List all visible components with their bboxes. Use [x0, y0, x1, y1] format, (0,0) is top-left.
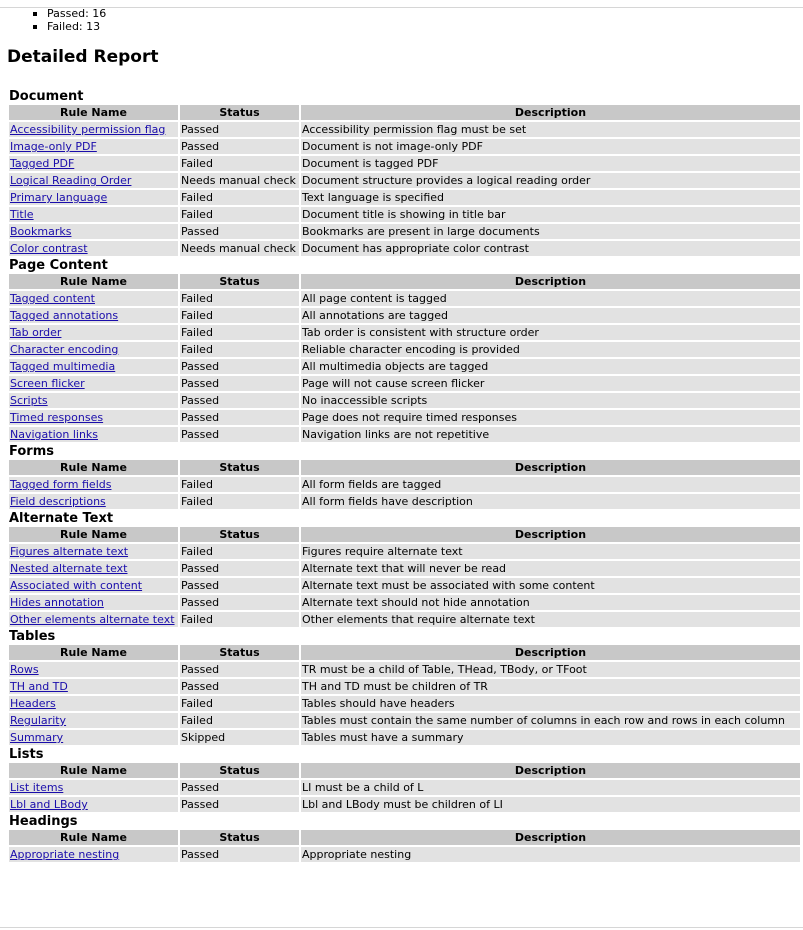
status-cell: Passed — [180, 376, 301, 393]
rule-link[interactable]: Rows — [10, 663, 39, 676]
description-cell: TR must be a child of Table, THead, TBody, or TFoot — [301, 662, 800, 679]
rule-link[interactable]: List items — [10, 781, 64, 794]
rule-name-cell — [9, 797, 180, 814]
rule-name-header: Rule Name — [9, 645, 180, 662]
status-cell: Passed — [180, 561, 301, 578]
rule-name-header: Rule Name — [9, 830, 180, 847]
rule-link[interactable]: Timed responses — [10, 411, 104, 424]
rules-table — [9, 830, 800, 864]
rule-link[interactable]: Navigation links — [10, 428, 99, 441]
status-cell: Failed — [180, 477, 301, 494]
description-header: Description — [301, 274, 800, 291]
rule-link[interactable]: Screen flicker — [10, 377, 85, 390]
table-row — [9, 308, 800, 325]
rule-name-cell — [9, 477, 180, 494]
description-cell: Other elements that require alternate text — [301, 612, 800, 629]
rule-link[interactable]: Lbl and LBody — [10, 798, 88, 811]
rule-name-header: Rule Name — [9, 274, 180, 291]
rule-link[interactable]: Tagged annotations — [10, 309, 119, 322]
table-row — [9, 393, 800, 410]
description-cell: Text language is specified — [301, 190, 800, 207]
description-cell: Tab order is consistent with structure order — [301, 325, 800, 342]
rule-name-cell — [9, 494, 180, 511]
description-header: Description — [301, 830, 800, 847]
status-cell: Failed — [180, 156, 301, 173]
table-row — [9, 427, 800, 444]
description-cell: Navigation links are not repetitive — [301, 427, 800, 444]
rule-link[interactable]: Tagged multimedia — [10, 360, 116, 373]
status-cell: Passed — [180, 359, 301, 376]
status-header: Status — [180, 645, 301, 662]
description-cell: No inaccessible scripts — [301, 393, 800, 410]
rule-link[interactable]: Other elements alternate text — [10, 613, 175, 626]
status-cell: Passed — [180, 224, 301, 241]
description-cell: Alternate text should not hide annotation — [301, 595, 800, 612]
detailed-report — [9, 89, 801, 864]
status-cell: Passed — [180, 578, 301, 595]
section-headings — [9, 814, 801, 864]
bottom-divider — [0, 927, 803, 928]
rule-link[interactable]: Scripts — [10, 394, 48, 407]
rule-name-cell — [9, 847, 180, 864]
description-cell: Tables must contain the same number of columns in each row and rows in each column — [301, 713, 800, 730]
status-cell: Failed — [180, 696, 301, 713]
table-row — [9, 291, 800, 308]
description-cell: Figures require alternate text — [301, 544, 800, 561]
rule-link[interactable]: Figures alternate text — [10, 545, 129, 558]
rule-name-cell — [9, 561, 180, 578]
rule-name-cell — [9, 224, 180, 241]
rule-link[interactable]: Tagged PDF — [10, 157, 75, 170]
description-cell: All form fields are tagged — [301, 477, 800, 494]
description-header: Description — [301, 763, 800, 780]
rule-name-cell — [9, 122, 180, 139]
section-title: Forms — [9, 444, 54, 459]
rule-link[interactable]: Appropriate nesting — [10, 848, 120, 861]
description-cell: Document structure provides a logical reading order — [301, 173, 800, 190]
rule-link[interactable]: Hides annotation — [10, 596, 104, 609]
table-row — [9, 325, 800, 342]
table-row — [9, 544, 800, 561]
table-row — [9, 780, 800, 797]
description-cell: Lbl and LBody must be children of LI — [301, 797, 800, 814]
status-cell: Passed — [180, 847, 301, 864]
description-header: Description — [301, 105, 800, 122]
status-cell: Failed — [180, 342, 301, 359]
summary-failed: Failed: 13 — [30, 20, 106, 33]
description-cell: Tables must have a summary — [301, 730, 800, 747]
rule-name-cell — [9, 241, 180, 258]
section-title: Headings — [9, 814, 78, 829]
description-cell: LI must be a child of L — [301, 780, 800, 797]
status-cell: Passed — [180, 393, 301, 410]
rule-link[interactable]: Logical Reading Order — [10, 174, 132, 187]
rule-link[interactable]: Bookmarks — [10, 225, 72, 238]
rule-link[interactable]: Accessibility permission flag — [10, 123, 166, 136]
status-cell: Skipped — [180, 730, 301, 747]
rule-name-cell — [9, 393, 180, 410]
rule-link[interactable]: Regularity — [10, 714, 67, 727]
status-cell: Passed — [180, 410, 301, 427]
description-cell: Document title is showing in title bar — [301, 207, 800, 224]
description-cell: Document is tagged PDF — [301, 156, 800, 173]
status-cell: Passed — [180, 662, 301, 679]
status-cell: Failed — [180, 308, 301, 325]
rule-name-cell — [9, 376, 180, 393]
table-row — [9, 561, 800, 578]
rule-name-header: Rule Name — [9, 763, 180, 780]
rule-link[interactable]: Primary language — [10, 191, 108, 204]
description-cell: Appropriate nesting — [301, 847, 800, 864]
rule-name-cell — [9, 207, 180, 224]
table-row — [9, 173, 800, 190]
rule-name-cell — [9, 173, 180, 190]
status-header: Status — [180, 527, 301, 544]
description-header: Description — [301, 645, 800, 662]
status-cell: Needs manual check — [180, 173, 301, 190]
rule-name-cell — [9, 679, 180, 696]
table-row — [9, 713, 800, 730]
table-row — [9, 122, 800, 139]
rule-name-cell — [9, 359, 180, 376]
status-cell: Passed — [180, 780, 301, 797]
status-cell: Passed — [180, 427, 301, 444]
table-row — [9, 224, 800, 241]
rule-name-cell — [9, 544, 180, 561]
table-row — [9, 156, 800, 173]
description-cell: Page does not require timed responses — [301, 410, 800, 427]
rule-link[interactable]: TH and TD — [10, 680, 68, 693]
status-header: Status — [180, 830, 301, 847]
rule-link[interactable]: Tab order — [10, 326, 62, 339]
status-header: Status — [180, 763, 301, 780]
rule-link[interactable]: Title — [10, 208, 34, 221]
rule-link[interactable]: Nested alternate text — [10, 562, 128, 575]
rule-link[interactable]: Field descriptions — [10, 495, 106, 508]
status-cell: Failed — [180, 494, 301, 511]
description-cell: Document has appropriate color contrast — [301, 241, 800, 258]
report-title: Detailed Report — [7, 47, 159, 67]
description-cell: Page will not cause screen flicker — [301, 376, 800, 393]
description-cell: Bookmarks are present in large documents — [301, 224, 800, 241]
table-row — [9, 359, 800, 376]
rules-table — [9, 763, 800, 814]
status-cell: Failed — [180, 207, 301, 224]
status-cell: Failed — [180, 612, 301, 629]
table-row — [9, 139, 800, 156]
rule-name-cell — [9, 139, 180, 156]
rule-name-cell — [9, 662, 180, 679]
rule-name-header: Rule Name — [9, 527, 180, 544]
status-cell: Failed — [180, 544, 301, 561]
rule-link[interactable]: Color contrast — [10, 242, 88, 255]
description-cell: Accessibility permission flag must be set — [301, 122, 800, 139]
table-row — [9, 190, 800, 207]
rule-name-header: Rule Name — [9, 105, 180, 122]
table-row — [9, 595, 800, 612]
status-cell: Passed — [180, 595, 301, 612]
table-row — [9, 494, 800, 511]
status-cell: Passed — [180, 679, 301, 696]
status-cell: Failed — [180, 190, 301, 207]
section-title: Tables — [9, 629, 56, 644]
rule-name-cell — [9, 595, 180, 612]
section-alternate-text — [9, 511, 801, 629]
rule-name-cell — [9, 342, 180, 359]
summary-list — [30, 7, 106, 33]
rule-name-cell — [9, 410, 180, 427]
description-cell: Alternate text that will never be read — [301, 561, 800, 578]
section-document — [9, 89, 801, 258]
description-cell: TH and TD must be children of TR — [301, 679, 800, 696]
table-row — [9, 241, 800, 258]
rule-name-cell — [9, 427, 180, 444]
section-title: Lists — [9, 747, 44, 762]
status-header: Status — [180, 274, 301, 291]
section-title: Alternate Text — [9, 511, 114, 526]
rules-table — [9, 645, 800, 747]
table-row — [9, 696, 800, 713]
rule-name-cell — [9, 156, 180, 173]
status-cell: Failed — [180, 713, 301, 730]
description-cell: All form fields have description — [301, 494, 800, 511]
table-row — [9, 376, 800, 393]
rule-link[interactable]: Summary — [10, 731, 64, 744]
status-cell: Failed — [180, 291, 301, 308]
rule-name-cell — [9, 325, 180, 342]
table-row — [9, 477, 800, 494]
table-row — [9, 847, 800, 864]
status-cell: Passed — [180, 139, 301, 156]
rule-name-cell — [9, 308, 180, 325]
section-title: Page Content — [9, 258, 108, 273]
rule-link[interactable]: Headers — [10, 697, 56, 710]
rule-name-cell — [9, 190, 180, 207]
description-cell: Tables should have headers — [301, 696, 800, 713]
rule-name-cell — [9, 612, 180, 629]
rules-table — [9, 274, 800, 444]
table-row — [9, 730, 800, 747]
description-header: Description — [301, 527, 800, 544]
description-cell: Alternate text must be associated with some content — [301, 578, 800, 595]
rule-name-cell — [9, 713, 180, 730]
rule-name-cell — [9, 730, 180, 747]
section-title: Document — [9, 89, 84, 104]
description-cell: Reliable character encoding is provided — [301, 342, 800, 359]
rule-name-header: Rule Name — [9, 460, 180, 477]
section-lists — [9, 747, 801, 814]
status-cell: Needs manual check — [180, 241, 301, 258]
table-row — [9, 679, 800, 696]
status-cell: Passed — [180, 797, 301, 814]
description-cell: All multimedia objects are tagged — [301, 359, 800, 376]
summary-passed: Passed: 16 — [30, 7, 106, 20]
table-row — [9, 410, 800, 427]
section-tables — [9, 629, 801, 747]
status-header: Status — [180, 105, 301, 122]
table-row — [9, 578, 800, 595]
status-cell: Failed — [180, 325, 301, 342]
rule-name-cell — [9, 291, 180, 308]
table-row — [9, 612, 800, 629]
rule-link[interactable]: Tagged form fields — [10, 478, 112, 491]
description-cell: All annotations are tagged — [301, 308, 800, 325]
description-cell: Document is not image-only PDF — [301, 139, 800, 156]
rule-name-cell — [9, 780, 180, 797]
rules-table — [9, 527, 800, 629]
rules-table — [9, 460, 800, 511]
rules-table — [9, 105, 800, 258]
table-row — [9, 207, 800, 224]
section-forms — [9, 444, 801, 511]
rule-link[interactable]: Associated with content — [10, 579, 143, 592]
section-page-content — [9, 258, 801, 444]
description-cell: All page content is tagged — [301, 291, 800, 308]
rule-name-cell — [9, 578, 180, 595]
rule-link[interactable]: Character encoding — [10, 343, 119, 356]
status-header: Status — [180, 460, 301, 477]
table-row — [9, 662, 800, 679]
rule-link[interactable]: Image-only PDF — [10, 140, 97, 153]
status-cell: Passed — [180, 122, 301, 139]
description-header: Description — [301, 460, 800, 477]
table-row — [9, 342, 800, 359]
table-row — [9, 797, 800, 814]
rule-name-cell — [9, 696, 180, 713]
rule-link[interactable]: Tagged content — [10, 292, 95, 305]
top-divider — [0, 7, 803, 8]
